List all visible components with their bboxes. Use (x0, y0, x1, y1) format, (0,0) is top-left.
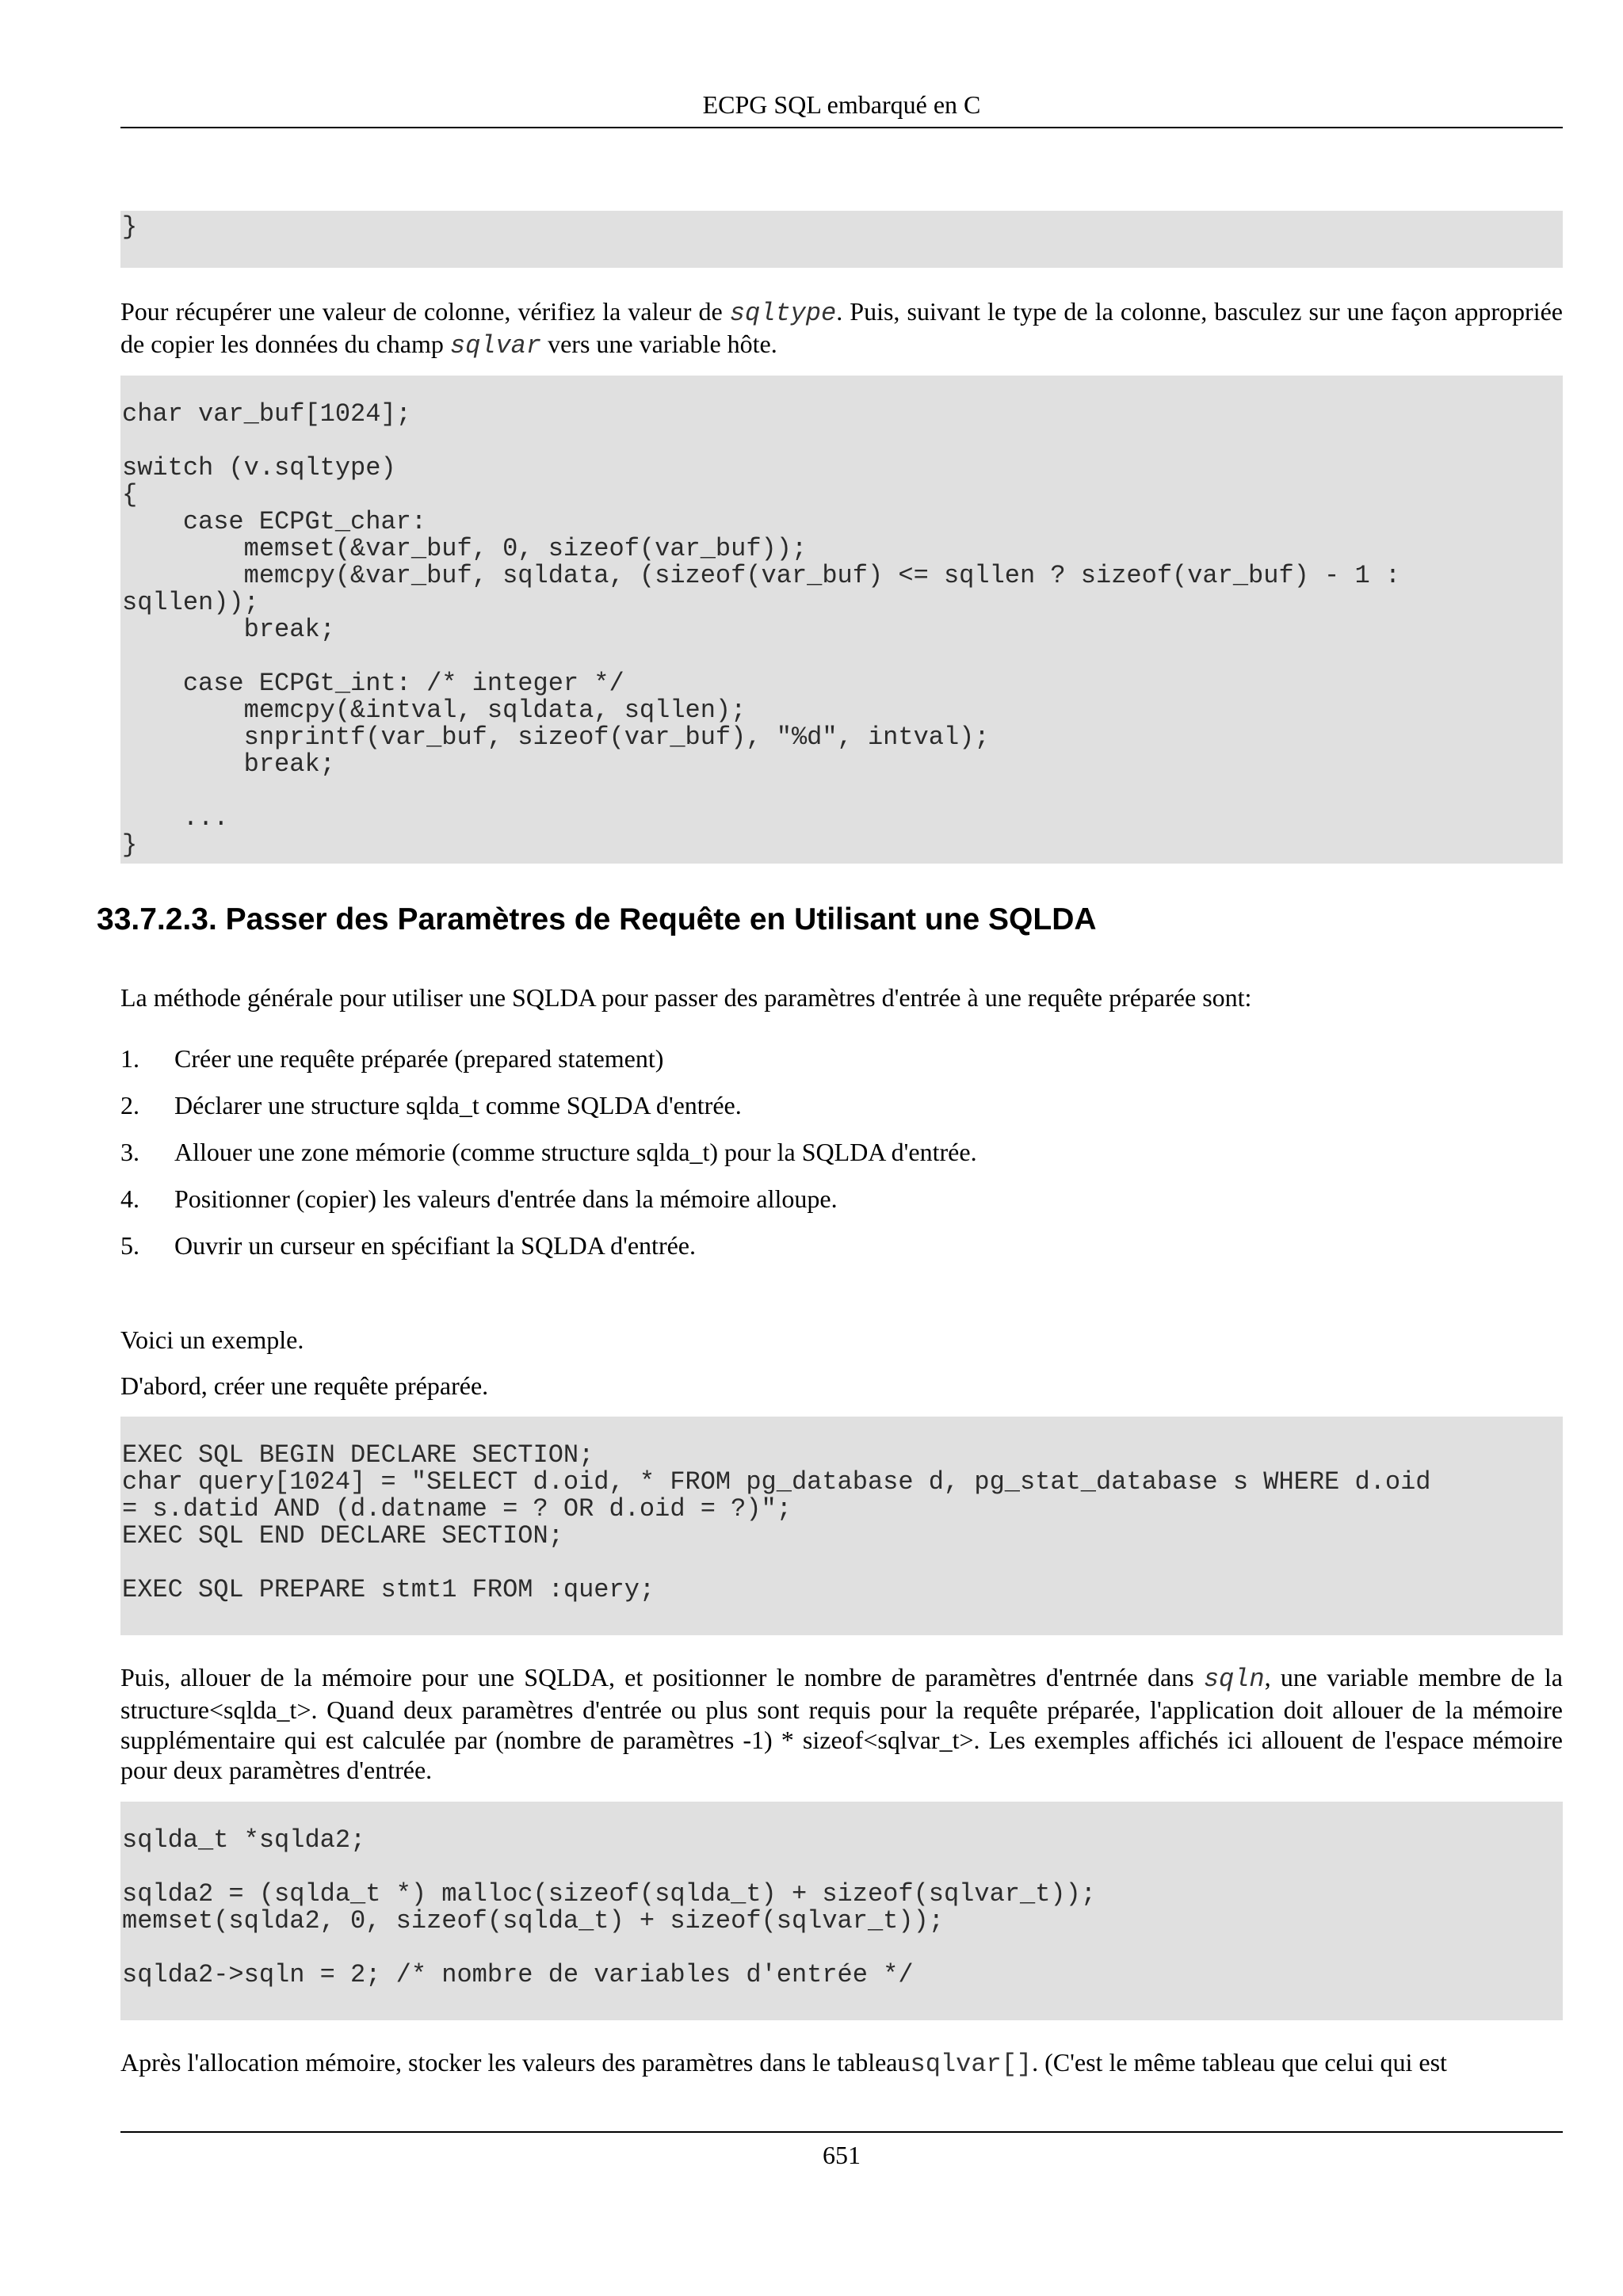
paragraph-general-method: La méthode générale pour utiliser une SQLDA pour passer des paramètres d'entrée à une requête préparée sont: (120, 983, 1252, 1012)
inline-code-sqltype: sqltype (729, 299, 837, 328)
list-item-text: Créer une requête préparée (prepared statement) (174, 1044, 664, 1073)
list-item-text: Allouer une zone mémorie (comme structure sqlda_t) pour la SQLDA d'entrée. (174, 1138, 977, 1166)
inline-code-sqln: sqln (1203, 1665, 1265, 1694)
paragraph-text: Après l'allocation mémoire, stocker les valeurs des paramètres dans le tableau (120, 2048, 911, 2077)
list-item-number: 5. (120, 1231, 139, 1260)
section-heading: 33.7.2.3. Passer des Paramètres de Requête en Utilisant une SQLDA (97, 902, 1097, 936)
inline-code-sqlvar: sqlvar (449, 331, 542, 360)
paragraph-text: . (C'est le même tableau que celui qui est (1032, 2048, 1447, 2077)
list-item (120, 1043, 1563, 1089)
list-item (120, 1089, 1563, 1136)
list-item-text: Positionner (copier) les valeurs d'entrée dans la mémoire alloupe. (174, 1184, 838, 1213)
paragraph-example-intro: Voici un exemple. (120, 1325, 304, 1354)
code-block-prepare-statement: EXEC SQL BEGIN DECLARE SECTION; char query[1024] = "SELECT d.oid, * FROM pg_database d, pg_stat_database s WHERE d.oid = s.datid AND (d.datname = ? OR d.oid = ?)"; EXEC SQL END DECLARE SECTION; EXEC SQL PREPARE stmt1 FROM :query; (120, 1417, 1563, 1635)
code-block-closing-brace: } (120, 211, 1563, 268)
code-block-malloc-sqlda: sqlda_t *sqlda2; sqlda2 = (sqlda_t *) malloc(sizeof(sqlda_t) + sizeof(sqlvar_t)); memset(sqlda2, 0, sizeof(sqlda_t) + sizeof(sqlvar_t)); sqlda2->sqln = 2; /* nombre de variables d'entrée */ (120, 1802, 1563, 2020)
list-item (120, 1183, 1563, 1230)
paragraph-text: Puis, allouer de la mémoire pour une SQLDA, et positionner le nombre de paramètres d'entrnée dans (120, 1663, 1204, 1691)
list-item (120, 1230, 1563, 1276)
running-header: ECPG SQL embarqué en C (702, 90, 981, 119)
paragraph-text: . Puis, suivant le type de la colonne, basculez sur une façon appropriée de copier les données du champ (120, 297, 1564, 358)
list-item-number: 2. (120, 1091, 139, 1119)
paragraph-text: , une variable membre de la structure<sqlda_t>. Quand deux paramètres d'entrée ou plus sont requis pour la requête préparée, l'application doit allouer de la mémoire supplémentaire qui est calculée par (nombre de paramètres -1) * sizeof<sqlvar_t>. Les exemples affichés ici allouent de l'espace mémoire pour deux paramètres d'entrée. (120, 1663, 1564, 1784)
page-number: 651 (823, 2141, 861, 2169)
code-block-switch-sqltype: char var_buf[1024]; switch (v.sqltype) { case ECPGt_char: memset(&var_buf, 0, sizeof(var_buf)); memcpy(&var_buf, sqldata, (sizeof(var_buf) <= sqllen ? sizeof(var_buf) - 1 : sqllen)); break; case ECPGt_int: /* integer */ memcpy(&intval, sqldata, sqllen); snprintf(var_buf, sizeof(var_buf), "%d", intval); break; ... } (120, 376, 1563, 864)
list-item (120, 1136, 1563, 1183)
list-item-number: 1. (120, 1044, 139, 1073)
paragraph-prepare-intro: D'abord, créer une requête préparée. (120, 1371, 489, 1400)
paragraph-text: Pour récupérer une valeur de colonne, vérifiez la valeur de (120, 297, 730, 326)
list-item-text: Déclarer une structure sqlda_t comme SQLDA d'entrée. (174, 1091, 742, 1119)
header-rule (120, 127, 1563, 128)
list-item-number: 3. (120, 1138, 139, 1166)
steps-list (120, 1043, 1563, 1276)
paragraph-store-params (120, 2047, 1563, 2080)
paragraph-sqltype (120, 296, 1563, 361)
inline-code-sqlvar-array: sqlvar[] (910, 2050, 1033, 2079)
list-item-number: 4. (120, 1184, 139, 1213)
footer-rule (120, 2131, 1563, 2133)
paragraph-text: vers une variable hôte. (541, 330, 777, 358)
paragraph-allocate-sqlda (120, 1662, 1563, 1785)
list-item-text: Ouvrir un curseur en spécifiant la SQLDA d'entrée. (174, 1231, 696, 1260)
